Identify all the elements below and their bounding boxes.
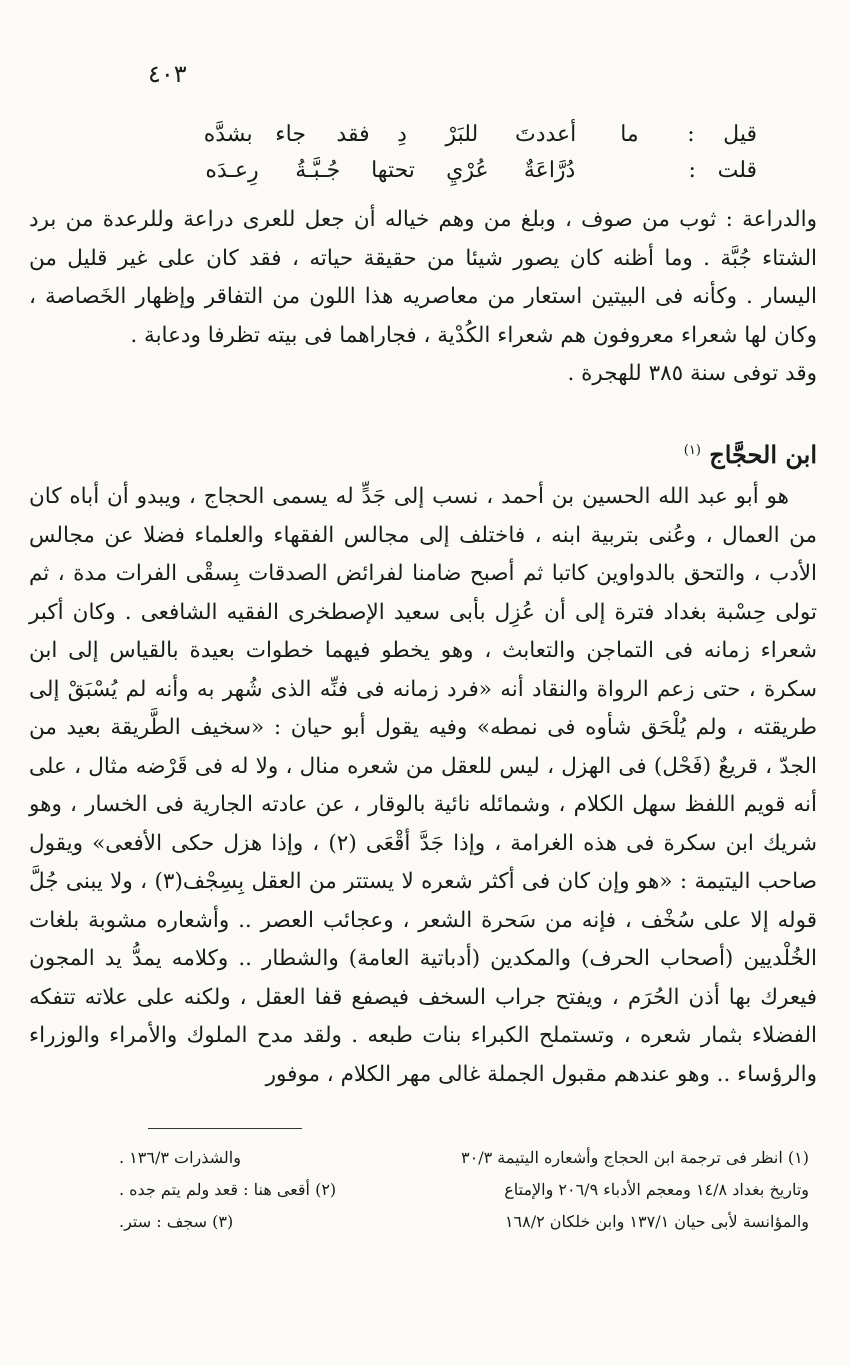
page-number: ٤٠٣ [148, 60, 187, 88]
paragraph-biography [29, 478, 817, 1094]
verse-word: فقد [336, 121, 370, 147]
verse-word: جُـبَّـةُ [295, 157, 341, 183]
verse-word: رِعـدَه [205, 157, 259, 183]
verse-word: بشدَّه [203, 121, 253, 147]
verse-word: تحتها [371, 157, 415, 183]
footnote-text: (٣) سجف : ستر. [119, 1212, 234, 1231]
footnote-text: والشذرات ١٣٦/٣ . [119, 1148, 241, 1167]
footnote-text: والمؤانسة لأبى حيان ١٣٧/١ وابن خلكان ١٦٨/٢ [504, 1212, 809, 1231]
paragraph-text: هو أبو عبد الله الحسين بن أحمد ، نسب إلى جَدٍّ له يسمى الحجاج ، ويبدو أن أباه كان من العمال ، وعُنى بتربية ابنه ، فاختلف إلى مجالس الفقهاء والعلماء فضلا عن مجالس الأدب ، والتحق بالدواوين كاتبا ثم أصبح ضامنا لفرائض الصدقات بِسقْى الفرات مدة ، ثم تولى حِسْبة بغداد فترة إلى أن عُزِل بأبى سعيد الإصطخرى الفقيه الشافعى . وكان أكبر شعراء زمانه فى التماجن والتعابث ، وهو يخطو فيهما خطوات بعيدة بالقياس إلى ابن سكرة ، حتى زعم الرواة والنقاد أنه «فرد زمانه فى فنِّه الذى شُهر به وأنه لم يُسْبَقْ إلى طريقته ، ولم يُلْحَق شأوه فى نمطه» وفيه يقول أبو حيان : «سخيف الطَّريقة بعيد من الجدّ ، قريعٌ (فَحْل) فى الهزل ، ليس للعقل من شعره منال ، ولا له فى قَرْضه مثال ، على أنه قويم اللفظ سهل الكلام ، وشمائله نائية بالوقار ، عن عادته الجارية فى الخسار ، وهو شريك ابن سكرة فى هذه الغرامة ، وإذا جَدَّ أقْعَى (٢) ، وإذا هزل حكى الأفعى» ويقول صاحب اليتيمة : «هو وإن كان فى أكثر شعره لا يستتر من العقل بِسِجْف(٣) ، ولا يبنى جُلَّ قوله إلا على سُخْف ، فإنه من سَحرة الشعر ، وعجائب العصر .. وأشعاره مشوبة بلغات الخُلْديين (أصحاب الحرف) والمكدين (أدباتية العامة) والشطار .. وكلامه يمدُّ يد المجون فيعرك بها أذن الحُرَم ، ويفتح جراب السخف فيصفع قفا العقل ، ولكنه على علاته تتفكه الفضلاء بثمار شعره ، وتستملح الكبراء بنات طبعه . ولقد مدح الملوك والأمراء والوزراء والرؤساء .. وهو عندهم مقبول الجملة غالى مهر الكلام ، موفور [29, 484, 818, 1087]
section-heading [684, 440, 817, 469]
footnote-text: (٢) أقعى هنا : قعد ولم يتم جده . [119, 1180, 337, 1199]
footnotes [119, 1142, 809, 1238]
footnote-text: (١) انظر فى ترجمة ابن الحجاج وأشعاره اليتيمة ٣٠/٣ [461, 1148, 809, 1167]
paragraph-commentary [29, 201, 817, 394]
footnote-row [119, 1142, 809, 1174]
verse-colon: : [687, 121, 695, 147]
verse-word: عُرْيِ [446, 157, 489, 183]
paragraph-text: وقد توفى سنة ٣٨٥ للهجرة . [567, 361, 817, 386]
paragraph-text: والدراعة : ثوب من صوف ، وبلغ من وهم خياله أن جعل للعرى دراعة وللرعدة من برد الشتاء جُبَّة . وما أظنه كان يصور شيئا من حقيقة حياته ، فقد كان على غير قليل من اليسار . وكأنه فى البيتين استعار من معاصريه هذا اللون من التفاقر وإظهار الخَصاصة ، وكان لها شعراء معروفون هم شعراء الكُدْية ، فجاراهما فى بيته تظرفا ودعابة . [29, 207, 817, 348]
verse-line-1 [197, 116, 757, 152]
verse-word: ما [620, 121, 639, 147]
footnote-text: وتاريخ بغداد ١٤/٨ ومعجم الأدباء ٢٠٦/٩ والإمتاع [504, 1180, 809, 1199]
verse-word: للبَرْ [445, 121, 479, 147]
verse-speaker: قيل [723, 121, 757, 147]
verse-line-2 [197, 152, 757, 188]
footnote-divider [148, 1128, 302, 1129]
footnote-row [119, 1174, 809, 1206]
section-title: ابن الحجَّاج [709, 440, 817, 469]
poem-verses [197, 116, 757, 188]
verse-speaker: قلت [717, 157, 757, 183]
verse-colon: : [688, 157, 696, 183]
footnote-row [119, 1206, 809, 1238]
verse-word: دُرَّاعَةٌ [523, 157, 576, 183]
footnote-marker: (١) [683, 443, 701, 458]
verse-word: أعددتَ [515, 121, 577, 147]
verse-word: جاء [275, 121, 306, 147]
verse-word: دِ [397, 121, 407, 147]
